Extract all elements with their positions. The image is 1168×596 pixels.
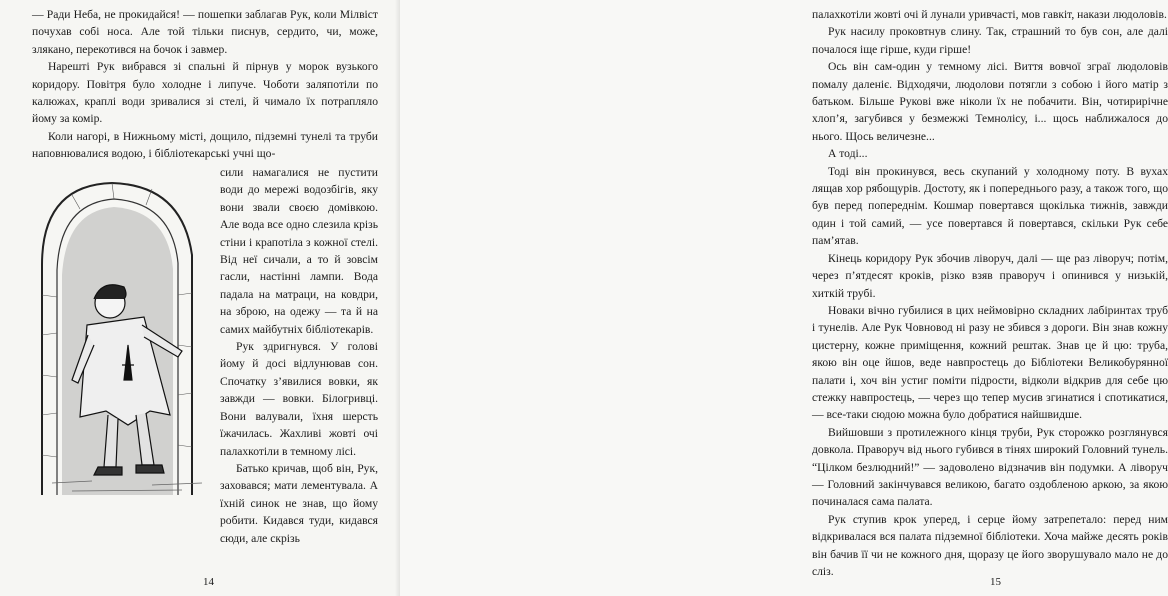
- paragraph: Тоді він прокинувся, весь скупаний у холодному поту. В вухах лящав хор рябощурів. Достоту, як і попереднього разу, а також того, що був перед попереднім. Кошмар повертався щокілька тижнів, завжди один і той самий, — усе повертався й повертався, скільки Рук себе пам’ятав.: [812, 164, 1168, 248]
- paragraph: сили намагалися не пустити води до мережі водозбігів, яку вони звали своєю домівкою. Але вода все одно слезила крізь стіни і крапотіла з кожної стелі. Від неї сичали, а то й зовсім гасли, настінні лампи. Вода падала на матраци, на ковдри, на зброю, на одежу — та й на самих майбутніх бібліотекарів.: [220, 166, 378, 336]
- boy-illustration: [32, 175, 217, 495]
- paragraph: Коли нагорі, в Нижньому місті, дощило, підземні тунелі та труби наповнювалися водою, і бібліотекарські учні що-: [32, 129, 378, 161]
- paragraph: Ось він сам-один у темному лісі. Виття вовчої зграї людоловів помалу даленіє. Відходячи, людолови потягли з собою і його матір з батьком. Більше Рукові вже ніколи їх не побачити. Він, чотирирічне хлоп’я, загубився у безмежжі Темнолісу, і... щось наближалося до нього. Щось величезне...: [812, 60, 1168, 143]
- paragraph: Вийшовши з протилежного кінця труби, Рук сторожко розглянувся довкола. Праворуч від нього губився в тінях широкий Головний тунель. “Цілком безлюдний!” — задоволено відзначив він подумки. А ліворуч — Головний закінчувався великою, багато оздобленою аркою, за якою починалася сама палата.: [812, 425, 1168, 509]
- paragraph: Новаки вічно губилися в цих неймовірно складних лабіринтах труб і тунелів. Але Рук Човновод ні разу не збився з дороги. Він знав кожну цистерну, кожне приміщення, кожний рештак. Знав це й цю: труба, якою він оце йшов, веде навпростець до Бібліотеки Великобурянної палати і, хоч він устиг поміти підрости, відколи відкрив для себе цю стежку навпростець, — через що тепер мусив згинатися і спотикатися, — все-таки сюдою можна було добратися найшвидше.: [812, 303, 1168, 422]
- left-page-top-text: [32, 6, 378, 163]
- paragraph: Батько кричав, щоб він, Рук, заховався; мати лементувала. А їхній синок не знав, що йому робити. Кидався туди, кидався сюди, але скрізь: [220, 461, 378, 545]
- paragraph: Рук насилу проковтнув слину. Так, страшний то був сон, але далі почалося іще гірше, куди гірше!: [812, 25, 1168, 56]
- left-page: [0, 0, 400, 596]
- page-number-right: 15: [990, 576, 1001, 588]
- paragraph: Рук здригнувся. У голові йому й досі відлунював сон. Спочатку з’явилися вовки, як завжди — вовки. Білогривці. Вони валували, їхня шерсть їжачилась. Жахливі жовті очі палахкотіли в темному лісі.: [220, 340, 378, 458]
- paragraph: Кінець коридору Рук збочив ліворуч, далі — ще раз ліворуч; потім, через п’ятдесят кроків, різко взяв праворуч і опинився у низькій, хиткій трубі.: [812, 251, 1168, 300]
- paragraph: Нарешті Рук вибрався зі спальні й пірнув у морок вузького коридору. Повітря було холодне і липуче. Чоботи заляпотіли по калюжах, краплі води зривалися зі стелі, й чимало їх потрапляло йому за комір.: [32, 60, 378, 126]
- paragraph: палахкотіли жовті очі й лунали уривчасті, мов гавкіт, накази людоловів.: [812, 8, 1167, 21]
- paragraph: А тоді...: [828, 147, 868, 161]
- page-number-left: 14: [203, 576, 214, 588]
- paragraph: Рук ступив крок уперед, і серце йому затрепетало: перед ним відкривалася вся палата підземної бібліотеки. Хоча майже десять років він бачив її чи не кожного дня, щоразу це його зворушувало мало не до сліз.: [812, 512, 1168, 578]
- paragraph: — Ради Неба, не прокидайся! — пошепки заблагав Рук, коли Мілвіст почухав собі носа. Але той тільки писнув, сердито, чи, може, злякано, перекотився на бочок і завмер.: [32, 8, 378, 56]
- illustration-sketch: [32, 175, 217, 495]
- left-page-column-text: [220, 164, 378, 547]
- right-page-text: [812, 6, 1168, 580]
- right-page: [400, 0, 1168, 596]
